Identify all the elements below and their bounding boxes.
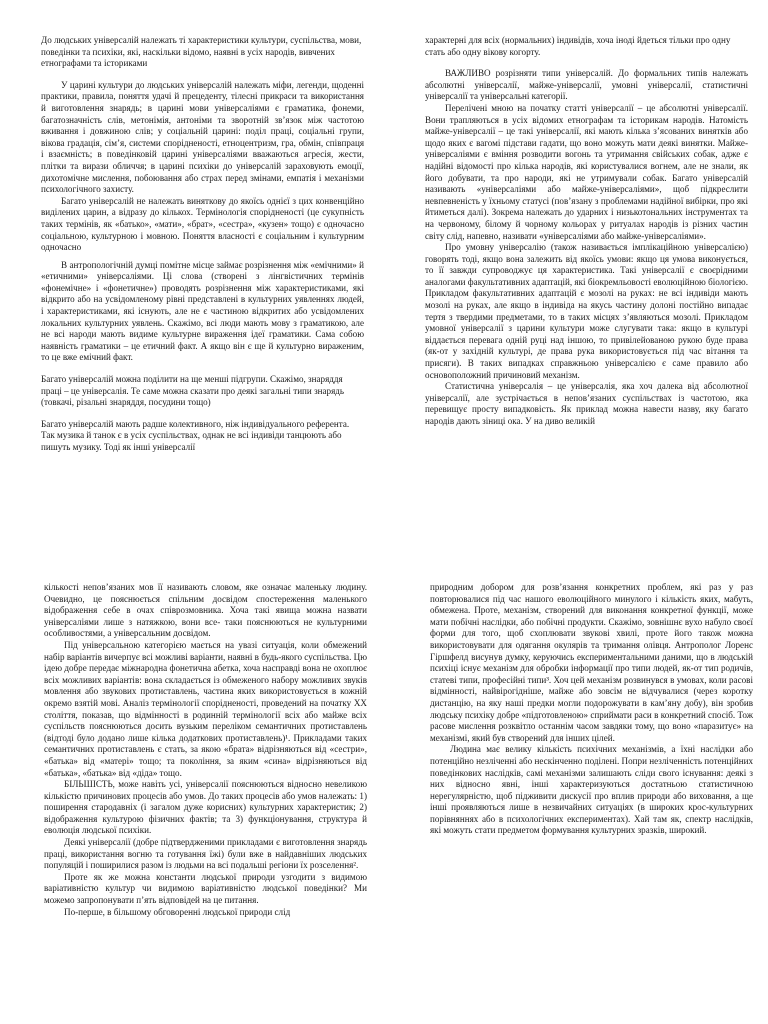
- paragraph: Людина має велику кількість психічних механізмів, а їхні наслідки або потенційно незліченні або нескінченно поділені. Попри незліченність потенційних поведінкових наслідків, самі механізми залишають сліди свого існування: деякі з них відносно явні, інші характеризуються достатньою статистичною нерегулярністю, щоб підживити дискусії про вплив природи або виховання, а ще інші проявляються лише в незвичайних ситуаціях (в широких крос-культурних порівняннях або в психологічних експериментах). Хай там як, спектр наслідків, які можуть стати предметом формування культурних зразків, широкий.: [430, 744, 753, 836]
- paragraph: По-перше, в більшому обговоренні людської природи слід: [64, 906, 291, 917]
- paragraph: Багато універсалій можна поділити на ще менші підгрупи. Скажімо, знаряддя праці – це універсалія. Те саме можна сказати про деякі загальні типи знарядь (товкачі, різальні знаряддя, посудини тощо): [41, 374, 345, 408]
- paragraph: Проте як же можна константи людської природи узгодити з видимою варіативністю культур чи видимою варіативністю людської поведінки? Ми можемо запропонувати п’ять відповідей на це питання.: [44, 871, 367, 906]
- paragraph: кількості непов’язаних мов її називають словом, яке означає маленьку людину. Очевидно, це пояснюється спільним досвідом спостереження маленького відображення себе в очах співрозмовника. Хоча такі явища можна назвати універсаліями лише з натяжкою, вони все- таки пояснюються не культурними особливостями, а універсальним досвідом.: [44, 582, 367, 639]
- column-bottom-right: [430, 582, 753, 837]
- column-top-right: [425, 35, 748, 428]
- paragraph: Перелічені мною на початку статті універсалії – це абсолютні універсалії. Вони трапляються в усіх відомих етнографам та історикам народів. Натомість майже-універсалії – це такі універсалії, які мають кілька з’ясованих винятків або щодо яких є вагомі підстави гадати, що воно можуть мати деякі винятки. Майже-універсаліями є вміння розводити вогонь та утримання свійських собак, адже є надійні відомості про кілька народів, які користувалися вогнем, але не знали, як його добувати, та про народи, які не утримували собак. Багато універсалій називають «універсаліями або майже-універсаліями», щоб підкреслити невпевненість у їхньому статусі (пов’язану з проблемами надійної вибірки, про які йтиметься далі). Зокрема належать до ударних і низькотональних інструментах та на червоному, білому й чорному кольорах у ритуалах народів із різних частин світу слід, напевно, називати «універсаліями або майже-універсаліями».: [425, 102, 748, 241]
- paragraph: Багато універсалій мають радше колективного, ніж індивідуального референта. Так музика й танок є в усіх суспільствах, однак не всі індивіди танцюють або пишуть музику. Тоді як інші універсалії: [41, 418, 350, 452]
- paragraph: Багато універсалій не належать виняткову до якоїсь однієї з цих конвенційно виділених царин, а відразу до кількох. Термінологія спорідненості (це сукупність таких термінів, як «батько», «мати», «брат», «сестра», «кузен» тощо) є одночасно соціальною, культурною і мовною. Поняття власності є соціальним і культурним одночасно: [41, 195, 364, 253]
- paragraph: В антропологічній думці помітне місце займає розрізнення між «емічними» й «етичними» універсаліями. Ці слова (створені з лінгвістичних термінів «фонемічне» і «фонетичне») проводять розрізнення між характеристиками, які відкрито або на усвідомленому рівні представлені в культурних уявленнях людей, і характеристиками, які існують, але не є частиною відкритих або усвідомлених локальних культурних уявлень. Скажімо, всі люди мають мову з граматикою, але не всі народи мають видиме культурне вираження ідеї граматики. Сама собою наявність граматики – це етичний факт. А якщо він є ще й культурно вираженим, то це вже емічний факт.: [41, 259, 364, 363]
- paragraph: БІЛЬШІСТЬ, може навіть усі, універсалії пояснюються відносно невеликою кількістю причинових процесів або умов. До таких процесів або умов належать: 1) поширення стародавніх (і загалом дуже корисних) культурних характеристик; 2) відображення культурою фізичних фактів; та 3) функціонування, структура й еволюція людської психіки.: [44, 779, 367, 836]
- paragraph: Під універсальною категорією мається на увазі ситуація, коли обмежений набір варіантів вичерпує всі можливі варіанти, наявні в будь-якого суспільства. Цю ідею добре передає міжнародна фонетична абетка, хоча насправді вона не охоплює всіх можливих варіантів: вона складається із обмеженого набору можливих звуків мовлення або звукових протиставлень, частина яких використовується в кожній окремо взятій мові. Аналіз термінології спорідненості, проведений на початку XX століття, показав, що відмінності в родинній термінології всіх або майже всіх суспільств пояснюються досить вузьким переліком семантичних протиставлень (відтоді було додано лише кілька додаткових протиставлень)¹. Прикладами таких семантичних протиставлень є стать, за якою «брата» відрізняються від «сестри», «батька» від «матері» тощо; та покоління, за яким «сина» відрізняються від «батька», «батька» від «діда» тощо.: [44, 639, 367, 778]
- column-bottom-left: [44, 582, 367, 918]
- paragraph: Про умовну універсалію (також називається імплікаційною універсалією) говорять тоді, якщо вона залежить від якоїсь умови: якщо ця умова виконується, то її завжди супроводжує ця характеристика. Такі універсалії є своєрідними аналогами факультативних адаптацій, які біокремльовості еволюційною біологією. Прикладом факультативних адаптацій є мозолі на руках: не всі індивіди мають мозолі на руках, але якщо в індивіда на якусь частину долоні постійно випадає тертя з твердими предметами, то в таких місцях з’являються мозолі. Прикладом умовної універсалії з царини культури може слугувати така: якщо в культурі віддається перевага одній руці над іншою, то привілейованою рукою буде права (як-от у західній культурі, де права рука використовується під час вітання та присяги). В таких випадках справжньою універсалією є саме правило або основоположний причиновий механізм.: [425, 242, 748, 380]
- paragraph: У царині культури до людських універсалій належать міфи, легенди, щоденні практики, правила, поняття удачі й прецеденту, тілесні прикраси та використання й виготовлення знарядь; в царині мови універсаліями є граматика, фонеми, багатозначність слів, метонімія, антоніми та зворотній зв’язок між частотою вживання і довжиною слів; у соціальній царині: поділ праці, соціальні групи, вікова градація, сім’я, системи спорідненості, етноцентризм, гра, обмін, співпраця і взаємність; в поведінковій царині універсаліями вважаються агресія, жести, плітки та вирази обличчя; в царині психіки до універсалій зараховують емоції, дихотомічне мислення, побоювання або страх перед змінами, емпатія і механізми психологічного захисту.: [41, 79, 364, 195]
- paragraph: Статистична універсалія – це універсалія, яка хоч далека від абсолютної універсалії, але зустрічається в непов’язаних суспільствах із частотою, яка перевищує просту випадковість. Як приклад можна навести назву, яку багато народів дають зіниці ока. У на диво великій: [425, 381, 748, 426]
- intro-paragraph: До людських універсалій належать ті характеристики культури, суспільства, мови, поведінки та психіки, які, наскільки відомо, наявні в усіх народів, вивчених етнографами та істориками: [41, 35, 362, 69]
- column-top-left: [41, 35, 364, 454]
- paragraph: природним добором для розв’язання конкретних проблем, які раз у раз повторювалися під час нашого еволюційного минулого і кількість яких, мабуть, обмежена. Проте, механізм, створений для виконання конкретної функції, може мати побічні наслідки, або побічні продукти. Скажімо, зовнішнє вухо набуло своєї форми для того, щоб схоплювати звукові хвилі, проте його також можна використовувати для одягання окулярів та тримання олівця. Антрополог Лоренс Гіршфелд висунув думку, керуючись експериментальними даними, що в людській психіці існує механізм для обробки інформації про типи людей, як-от тип родичів, статеві типи, професійні типи³. Хоч цей механізм розвинувся в умовах, коли расові відмінності, найвірогідніше, майже або зовсім не відчувалися (через коротку дистанцію, на яку наші предки могли подорожувати в кам’яну добу), він зробив людську психіку добре «підготовленою» сприймати раси в конкретний спосіб. Тож расове мислення розквітло останнім часом завдяки тому, що воно «паразитує» на механізмі, який був створений для інших цілей.: [430, 582, 753, 743]
- paragraph: характерні для всіх (нормальних) індивідів, хоча іноді йдеться тільки про одну стать або одну вікову когорту.: [425, 35, 731, 57]
- paragraph: ВАЖЛИВО розрізняти типи універсалій. До формальних типів належать абсолютні універсалії, майже-універсалії, умовні універсалії, статистичні універсалії та універсальні категорії.: [425, 68, 748, 102]
- paragraph: Деякі універсалії (добре підтвердженими прикладами є виготовлення знарядь праці, використання вогню та готування їжі) були вже в найдавніших людських популяцій і поширилися разом із людьми на всі подальші регіони їх розселення².: [44, 837, 367, 871]
